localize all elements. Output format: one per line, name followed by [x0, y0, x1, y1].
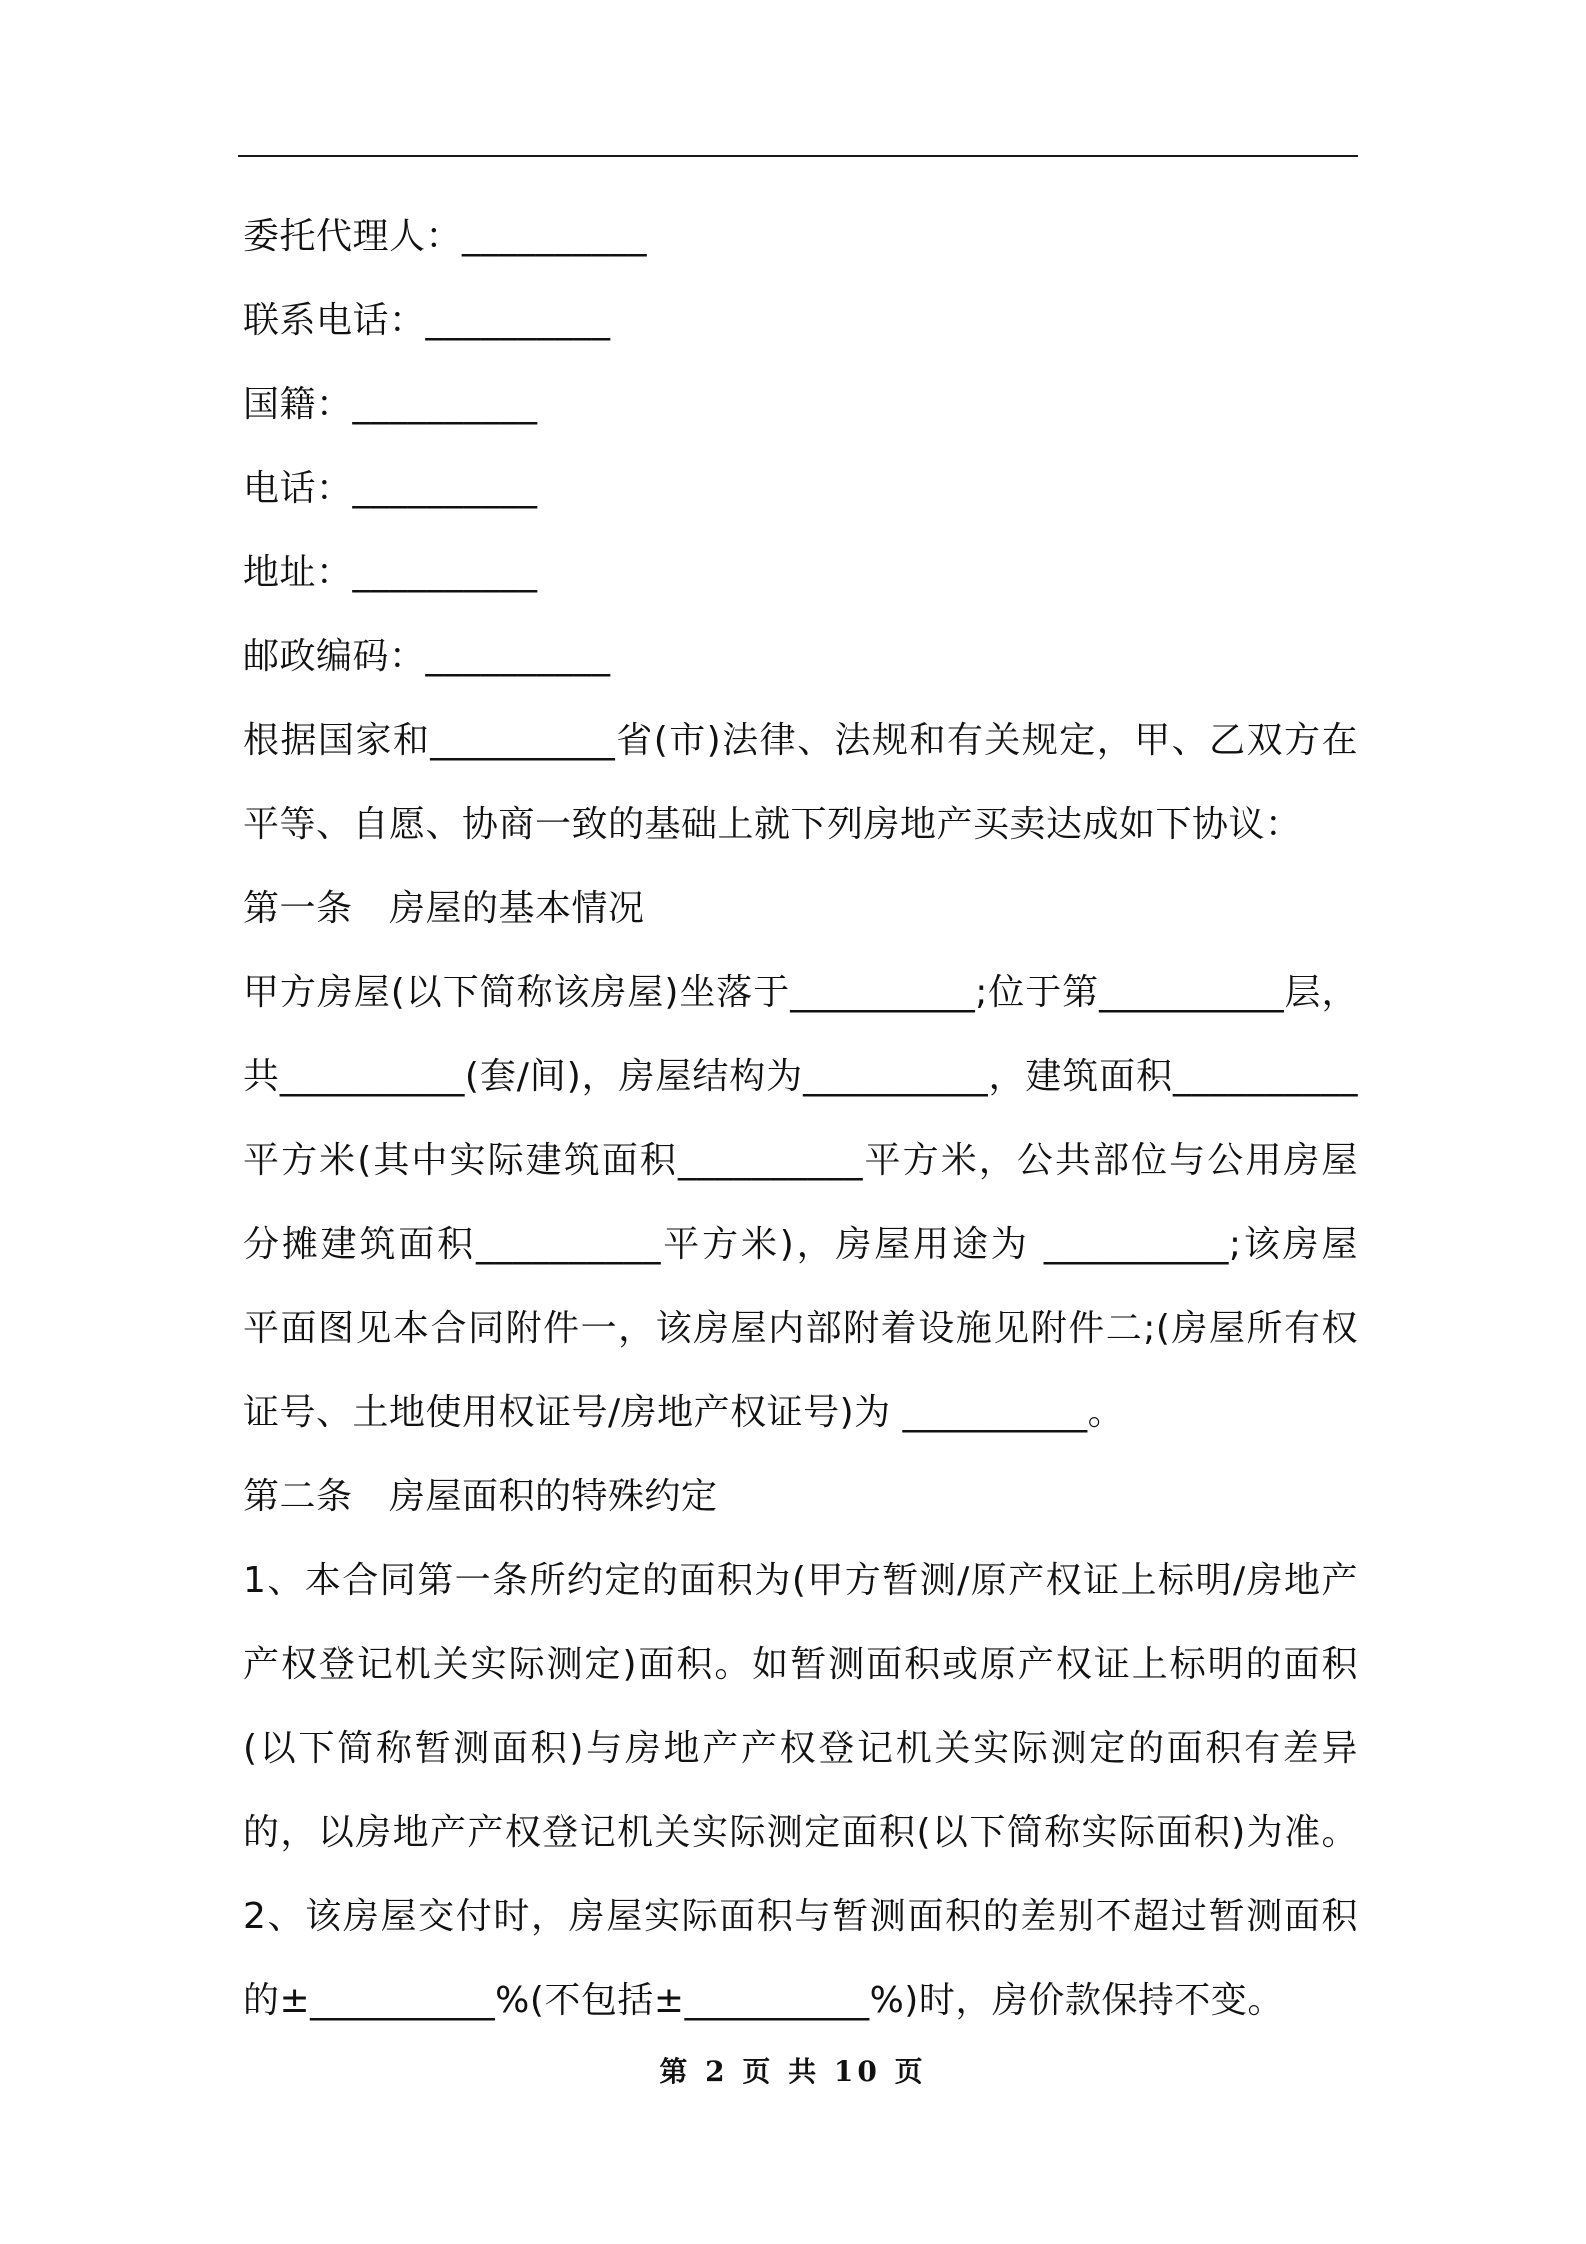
article-2-line: 产权登记机关实际测定)面积。如暂测面积或原产权证上标明的面积	[243, 1644, 1358, 1685]
field-agent: 委托代理人：__________	[243, 216, 648, 257]
field-contact-phone: 联系电话：__________	[243, 300, 611, 341]
field-nationality: 国籍：__________	[243, 384, 538, 425]
article-2-line: 2、该房屋交付时，房屋实际面积与暂测面积的差别不超过暂测面积	[243, 1896, 1358, 1937]
article-2-line: 1、本合同第一条所约定的面积为(甲方暂测/原产权证上标明/房地产	[243, 1560, 1358, 1601]
article-1-line: 平方米(其中实际建筑面积__________平方米，公共部位与公用房屋	[243, 1140, 1358, 1181]
field-postal-code: 邮政编码：__________	[243, 636, 611, 677]
preamble-line: 平等、自愿、协商一致的基础上就下列房地产买卖达成如下协议：	[243, 804, 1302, 845]
article-2-line: 的，以房地产产权登记机关实际测定面积(以下简称实际面积)为准。	[243, 1812, 1358, 1853]
article-1-line: 共__________(套/间)，房屋结构为__________，建筑面积__________	[243, 1056, 1358, 1097]
article-2-heading: 第二条 房屋面积的特殊约定	[243, 1476, 718, 1517]
article-1-line: 分摊建筑面积__________平方米)，房屋用途为 __________;该房屋	[243, 1224, 1358, 1265]
article-2-line: (以下简称暂测面积)与房地产产权登记机关实际测定的面积有差异	[243, 1728, 1358, 1769]
article-1-line: 证号、土地使用权证号/房地产权证号)为 __________。	[243, 1392, 1125, 1433]
field-address: 地址：__________	[243, 552, 538, 593]
preamble-line: 根据国家和__________省(市)法律、法规和有关规定，甲、乙双方在	[243, 720, 1358, 761]
document-body	[243, 195, 1358, 2043]
article-1-line: 甲方房屋(以下简称该房屋)坐落于__________;位于第__________层，	[243, 972, 1358, 1013]
field-phone: 电话：__________	[243, 468, 538, 509]
article-1-line: 平面图见本合同附件一，该房屋内部附着设施见附件二;(房屋所有权	[243, 1308, 1358, 1349]
article-2-line: 的±__________%(不包括±__________%)时，房价款保持不变。	[243, 1980, 1284, 2021]
page-number: 第 2 页 共 10 页	[659, 2055, 927, 2088]
header-divider	[238, 155, 1358, 157]
article-1-heading: 第一条 房屋的基本情况	[243, 888, 645, 929]
